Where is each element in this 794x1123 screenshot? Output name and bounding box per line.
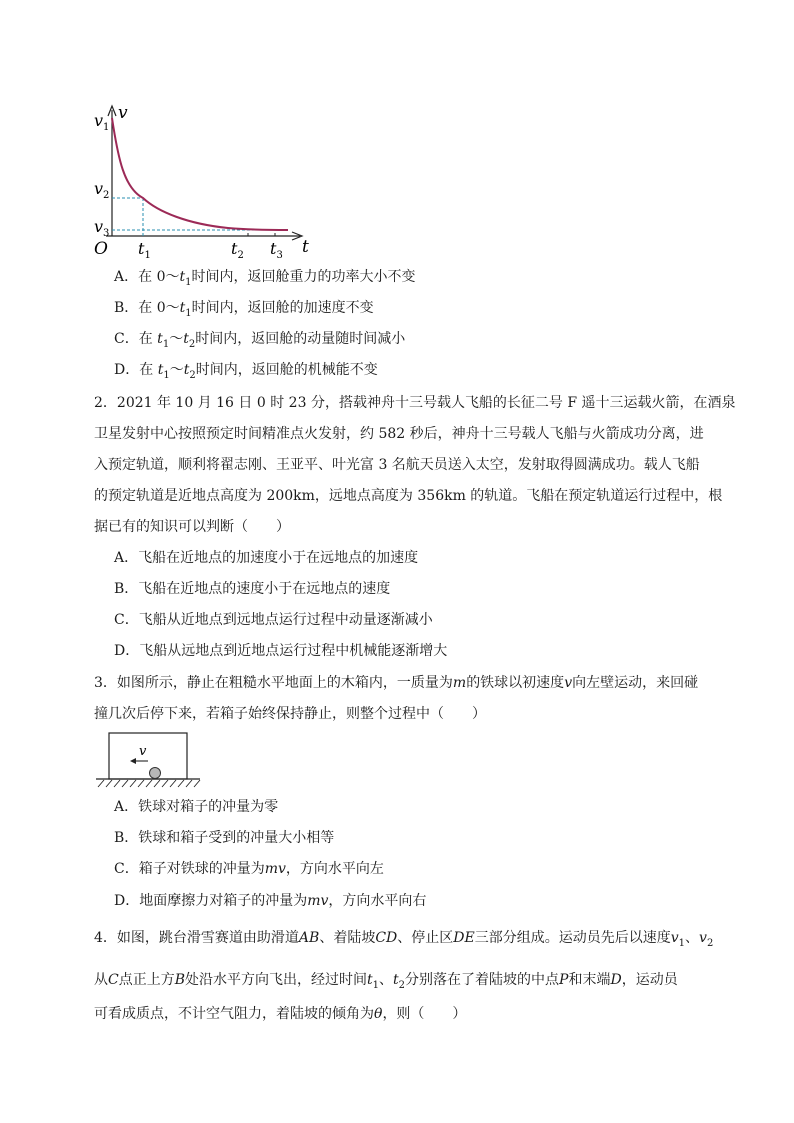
ground-hatching (98, 780, 200, 787)
v1-label: $v_1$ (94, 111, 110, 133)
origin-label: O (94, 239, 108, 259)
y-axis-label: v (118, 103, 128, 123)
q2-stem-line-2: 卫星发射中心按照预定时间精准点火发射，约 582 秒后，神舟十三号载人飞船与火箭成功分离，进 (94, 426, 704, 442)
q3-option-b: B．铁球和箱子受到的冲量大小相等 (114, 830, 335, 846)
t2-label: $t_2$ (231, 239, 244, 261)
q2-stem-line-3: 入预定轨道，顺利将翟志刚、王亚平、叶光富 3 名航天员送入太空，发射取得圆满成功。载人飞船 (94, 457, 700, 473)
q2-option-a: A．飞船在近地点的加速度小于在远地点的加速度 (114, 550, 419, 566)
v2-label: $v_2$ (94, 179, 110, 201)
q1-option-c: C．在 $t_1\sim t_2$时间内，返回舱的动量随时间减小 (114, 331, 406, 350)
q2-stem-line-4: 的预定轨道是近地点高度为 200km，远地点高度为 356km 的轨道。飞船在预定轨道运行过程中，根 (94, 488, 723, 504)
iron-ball (150, 768, 161, 779)
q3-stem-line-2: 撞几次后停下来，若箱子始终保持静止，则整个过程中（ ） (94, 706, 486, 722)
q4-stem-line-1: 4．如图，跳台滑雪赛道由助滑道AB、着陆坡CD、停止区DE三部分组成。运动员先后以速度$v_1$、$v_2$ (94, 930, 714, 949)
q2-stem-line-1: 2．2021 年 10 月 16 日 0 时 23 分，搭载神舟十三号载人飞船的长征二号 F 遥十三运载火箭，在酒泉 (94, 395, 736, 411)
x-axis-label: t (302, 237, 309, 257)
velocity-time-graph (88, 96, 320, 266)
q2-option-d: D．飞船从远地点到近地点运行过程中机械能逐渐增大 (114, 643, 448, 659)
wooden-box (109, 733, 187, 779)
q3-option-d: D．地面摩擦力对箱子的冲量为mv，方向水平向右 (114, 893, 427, 909)
q2-option-b: B．飞船在近地点的速度小于在远地点的速度 (114, 581, 391, 597)
q1-option-a: A．在 $0\sim t_1$时间内，返回舱重力的功率大小不变 (114, 269, 416, 288)
q3-stem-line-1: 3．如图所示，静止在粗糙水平地面上的木箱内，一质量为m的铁球以初速度v向左壁运动，来回碰 (94, 675, 699, 691)
velocity-curve (112, 118, 288, 230)
q2-stem-line-5: 据已有的知识可以判断（ ） (94, 519, 290, 535)
t1-label: $t_1$ (138, 239, 151, 261)
q4-stem-line-2: 从C点正上方B处沿水平方向飞出，经过时间$t_1$、$t_2$分别落在了着陆坡的中点P和末端D，运动员 (94, 972, 678, 991)
q1-option-b: B．在 $0\sim t_1$时间内，返回舱的加速度不变 (114, 300, 374, 319)
t3-label: $t_3$ (270, 239, 283, 261)
q1-option-d: D．在 $t_1\sim t_2$时间内，返回舱的机械能不变 (114, 362, 378, 381)
v3-label: $v_3$ (94, 217, 110, 239)
box-with-ball-figure (94, 730, 204, 792)
q3-option-a: A．铁球对箱子的冲量为零 (114, 799, 279, 815)
q2-option-c: C．飞船从近地点到远地点运行过程中动量逐渐减小 (114, 612, 433, 628)
q3-option-c: C．箱子对铁球的冲量为mv，方向水平向左 (114, 861, 384, 877)
velocity-label: v (139, 744, 147, 759)
q4-stem-line-3: 可看成质点，不计空气阻力，着陆坡的倾角为θ，则（ ） (94, 1006, 467, 1022)
